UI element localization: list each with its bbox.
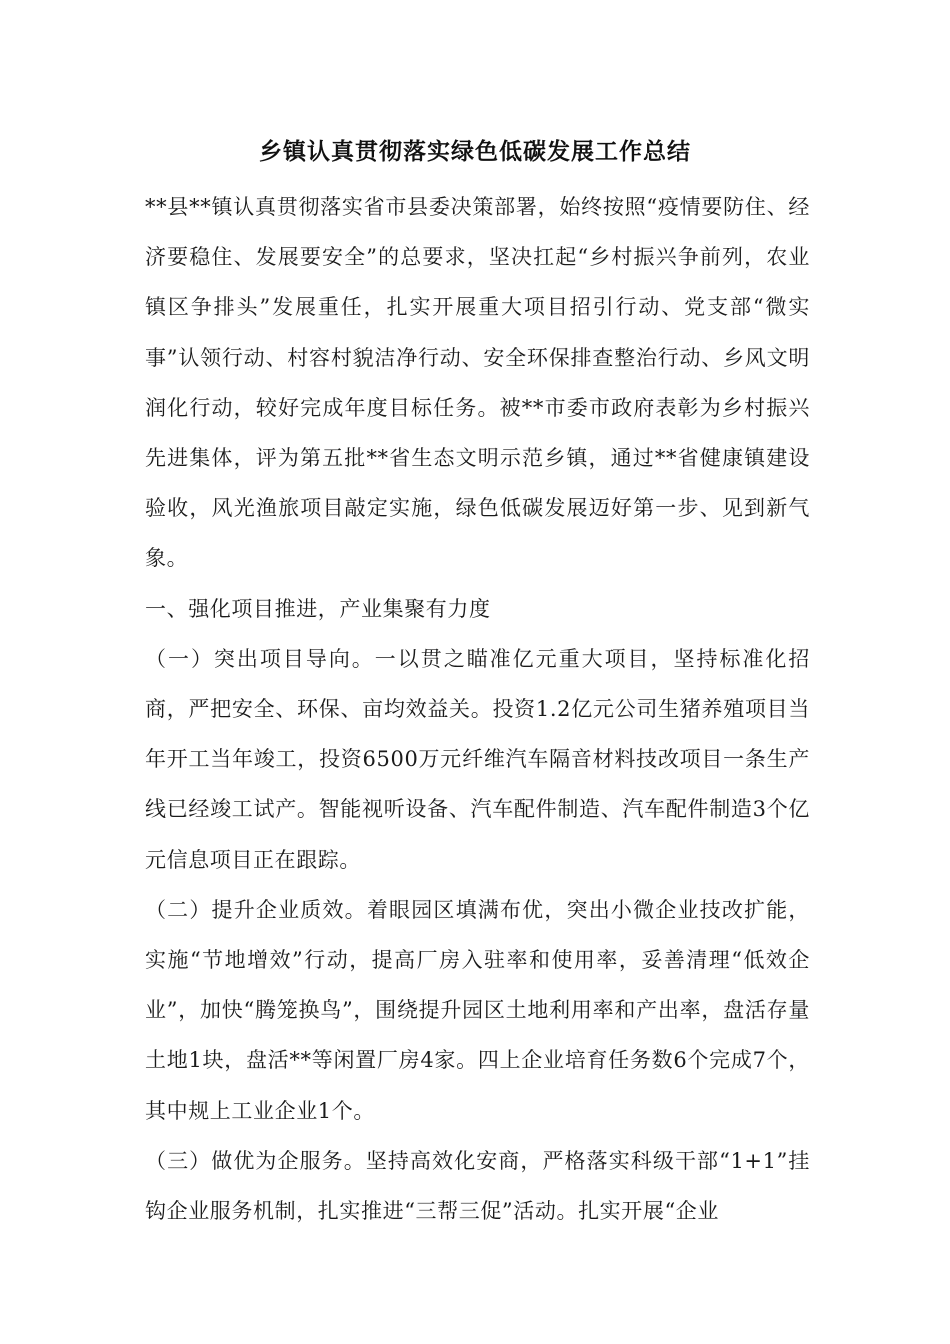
intro-paragraph: **县**镇认真贯彻落实省市县委决策部署，始终按照“疫情要防住、经济要稳住、发展要安全”的总要求，坚决扛起“乡村振兴争前列，农业镇区争排头”发展重任，扎实开展重大项目招引行动、党支部“微实事”认领行动、村容村貌洁净行动、安全环保排查整治行动、乡风文明润化行动，较好完成年度目标任务。被**市委市政府表彰为乡村振兴先进集体，评为第五批**省生态文明示范乡镇，通过**省健康镇建设验收，风光渔旅项目敲定实施，绿色低碳发展迈好第一步、见到新气象。 — [145, 195, 810, 571]
section-heading-1: 一、强化项目推进，产业集聚有力度 — [145, 596, 491, 621]
document-title: 乡镇认真贯彻落实绿色低碳发展工作总结 — [259, 138, 691, 165]
document-body — [145, 182, 810, 1236]
subsection-paragraph-3: （三）做优为企服务。坚持高效化安商，严格落实科级干部“1+1”挂钩企业服务机制，扎实推进“三帮三促”活动。扎实开展“企业 — [145, 1148, 810, 1224]
subsection-paragraph-1: （一）突出项目导向。一以贯之瞄准亿元重大项目，坚持标准化招商，严把安全、环保、亩均效益关。投资1.2亿元公司生猪养殖项目当年开工当年竣工，投资6500万元纤维汽车隔音材料技改项目一条生产线已经竣工试产。智能视听设备、汽车配件制造、汽车配件制造3个亿元信息项目正在跟踪。 — [145, 646, 810, 872]
subsection-paragraph-2: （二）提升企业质效。着眼园区填满布优，突出小微企业技改扩能，实施“节地增效”行动，提高厂房入驻率和使用率，妥善清理“低效企业”，加快“腾笼换鸟”，围绕提升园区土地利用率和产出率，盘活存量土地1块，盘活**等闲置厂房4家。四上企业培育任务数6个完成7个，其中规上工业企业1个。 — [145, 897, 810, 1123]
